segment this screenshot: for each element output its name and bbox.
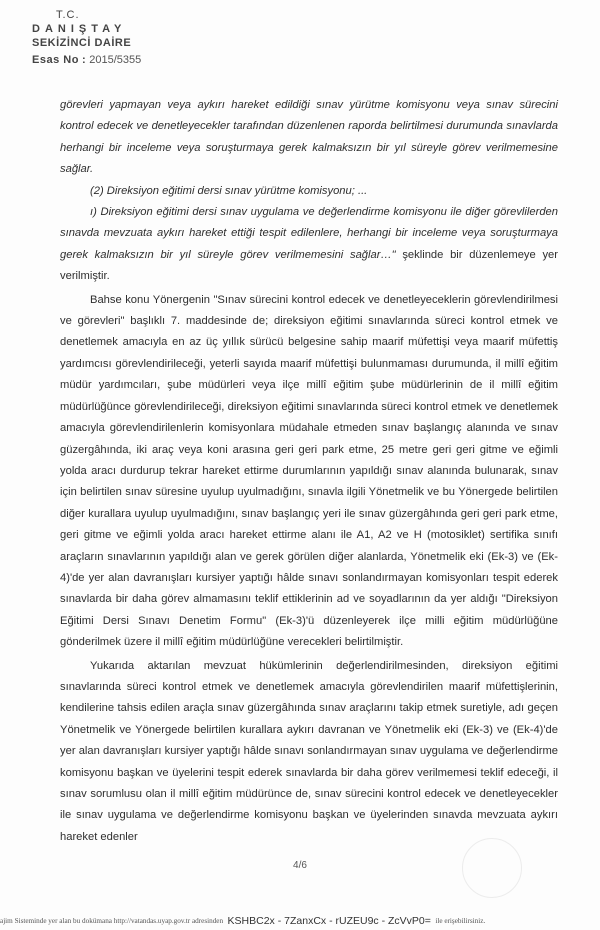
footer-text: ajim Sisteminde yer alan bu dokümana http://vatandas.uyap.gov.tr adresinden <box>0 916 224 925</box>
republic-label: T.C. <box>56 9 80 21</box>
paragraph-5: Yukarıda aktarılan mevzuat hükümlerinin değerlendirilmesinden, direksiyon eğitimi sınavlarında süreci kontrol etmek ve denetlemek amacıyla görevlendirilen maarif müfettişlerinin, kendilerine tahsis edilen araçla sınav güzergâhında sınav araçlarını takip etmek suretiyle, adı geçen Yönetmelik ve Yönergede belirtilen kurallara aykırı davranan ve Yönetmelik eki (Ek-3) ve (Ek-4)'de yer alan davranışları kursiyer yaptığı hâlde sınavı sonlandırmayan sınav uygulama ve değerlendirme komisyonu başkan ve üyelerini tespit ederek sınavlarda bir daha görev verilmemesi teklif edeceği, il sınav sorumlusu olan il millî eğitim müdürünce de, sınav sürecini kontrol edecek ve denetleyecekler ile sınav uygulama ve değerlendirme komisyonu başkan ve üyelerinden sınavda mevzuata aykırı hareket edenler <box>60 659 558 843</box>
case-number-value: 2015/5355 <box>89 54 142 66</box>
court-name: DANIŞTAY <box>32 23 127 35</box>
paragraph-4: Bahse konu Yönergenin "Sınav sürecini kontrol edecek ve denetleyeceklerin görevlendirilmesi ve görevleri" başlıklı 7. maddesinde de; direksiyon eğitimi sınavlarında süreci kontrol etmek ve denetlemek amacıyla en az üç yıllık sürücü belgesine sahip maarif müfettişi veya maarif müfettiş yardımcısı görevlendirileceği, yeterli sayıda maarif müfettişi bulunmaması durumunda, il millî eğitim müdür yardımcıları, şube müdürleri veya ilçe millî eğitim şube müdürlerinin de il millî eğitim müdürlüğünce görevlendirileceği, direksiyon eğitimi sınavlarında süreci kontrol etmek ve denetlemek amacıyla görevlendirilenlerin komisyonlara müdahale etmeden sınav başlangıç alanında ve sınav güzergâhında, iki araç veya koni arasına geri geri park etme, 25 metre geri geri gitme ve eğimli yolda aracı durdurup tekrar hareket ettirme durumlarının yapıldığı sınav alanında bulunarak, sınav için belirtilen sınav süresine uyulup uyulmadığını, sınavla ilgili Yönetmelik ve bu Yönergede belirtilen diğer kurallara uyulup uyulmadığını, sınav başlangıç yeri ile sınav güzergâhında geri geri park etme, geri gitme ve eğimli yolda aracı hareket ettirme alanı ile A1, A2 ve H (motosiklet) sertifika sınıfı araçların sınavlarının yapıldığı alan ve gerek görülen diğer alanlarda, Yönetmelik eki (Ek-3) ve (Ek-4)'de yer alan davranışları kursiyer yaptığı hâlde sınavı sonlandırmayan komisyonları tespit ederek sınavlarda bir daha görev almamasını teklif ettiklerinin ad ve soyadlarının da yer aldığı "Direksiyon Eğitimi Dersi Sınavı Denetim Formu" (Ek-3)'ü düzenleyerek ilçe milli eğitim müdürlüğüne gönderilmek üzere il millî eğitim müdürlüğüne verecekleri belirtilmiştir. <box>60 293 558 649</box>
case-number-separator: : <box>81 54 87 66</box>
case-number-label: Esas No <box>32 54 79 66</box>
department-name: SEKİZİNCİ DAİRE <box>32 37 132 49</box>
footer-tail: ile erişebilirsiniz. <box>435 916 486 925</box>
document-body <box>60 95 558 848</box>
document-header <box>32 8 141 67</box>
verification-code: KSHBC2x - 7ZanxCx - rUZEU9c - ZcVvP0= <box>227 914 431 927</box>
paragraph-1: görevleri yapmayan veya aykırı hareket edildiği sınav yürütme komisyonu veya sınav sürecini kontrol edecek ve denetleyecekler tarafından düzenlenen raporda belirtilmesi durumunda sınavlarda herhangi bir inceleme veya soruşturmaya gerek kalmaksızın bir yıl süreyle görev verilmemesine sağlar. <box>60 99 558 176</box>
case-number-line <box>32 53 141 67</box>
paragraph-3-tail: şeklinde bir düzenlemeye yer verilmiştir. <box>60 248 558 283</box>
page-number: 4/6 <box>293 860 307 871</box>
verification-footer <box>0 912 600 930</box>
paragraph-3-quote: ı) Direksiyon eğitimi dersi sınav uygulama ve değerlendirme komisyonu ile diğer görevlilerden sınavda mevzuata aykırı hareket ettiği tespit edilenlere, herhangi bir inceleme veya soruşturmaya gerek kalmaksızın bir yıl süreyle görev verilmemesini sağlar…" <box>60 206 558 261</box>
paragraph-3 <box>60 202 558 288</box>
paragraph-2: (2) Direksiyon eğitimi dersi sınav yürütme komisyonu; ... <box>90 184 368 197</box>
